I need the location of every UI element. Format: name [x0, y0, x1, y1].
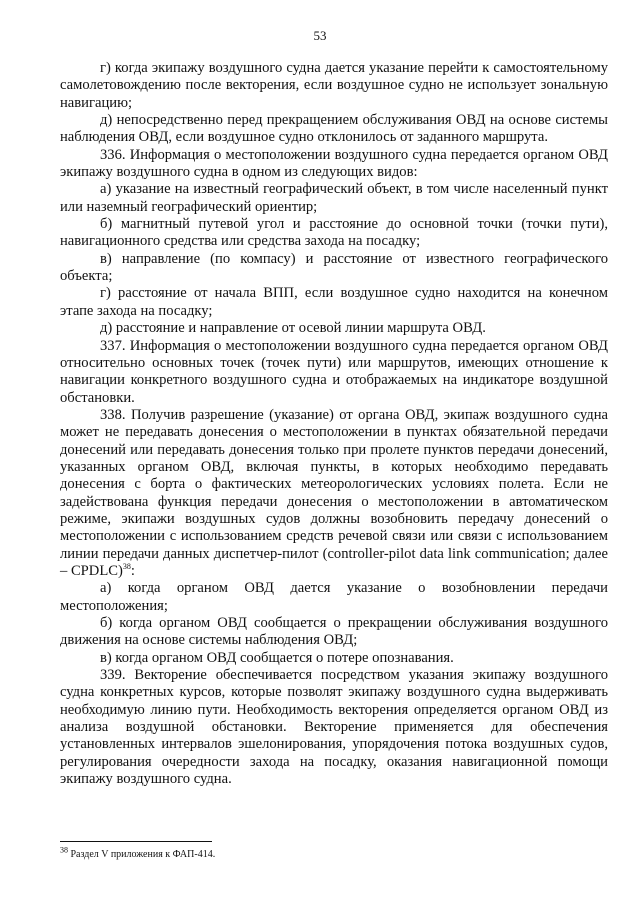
paragraph-335-d: д) непосредственно перед прекращением обслуживания ОВД на основе системы наблюдения ОВД, если воздушное судно отклонилось от заданного маршрута.: [60, 112, 608, 146]
document-body: [60, 60, 608, 788]
paragraph-338: [60, 407, 608, 580]
paragraph-338-b: б) когда органом ОВД сообщается о прекращении обслуживания воздушного движения на основе системы наблюдения ОВД;: [60, 615, 608, 649]
page-number: 53: [313, 28, 327, 43]
footnote-reference[interactable]: 38: [122, 562, 131, 572]
paragraph-338-a: а) когда органом ОВД дается указание о возобновлении передачи местоположения;: [60, 580, 608, 614]
footnote-text: Раздел V приложения к ФАП-414.: [70, 849, 216, 860]
footnote-marker: 38: [60, 845, 68, 855]
paragraph-338-colon: :: [130, 562, 135, 579]
paragraph-337: 337. Информация о местоположении воздушного судна передается органом ОВД относительно основных точек (точек пути) или маршрутов, имеющих отношение к навигации конкретного воздушного судна и отображаемых на индикаторе воздушной обстановки.: [60, 337, 608, 406]
paragraph-335-g: г) когда экипажу воздушного судна дается указание перейти к самостоятельному самолетовождению после векторения, если воздушное судно не использует зональную навигацию;: [60, 60, 608, 111]
paragraph-336: 336. Информация о местоположении воздушного судна передается органом ОВД экипажу воздушного судна в одном из следующих видов:: [60, 146, 608, 181]
footnote: [60, 845, 608, 861]
paragraph-338-v: в) когда органом ОВД сообщается о потере опознавания.: [100, 649, 454, 666]
paragraph-339: 339. Векторение обеспечивается посредством указания экипажу воздушного судна конкретных курсов, которые позволят экипажу воздушного судна выдерживать необходимую линию пути. Необходимость векторения определяется органом ОВД из анализа воздушной обстановки. Векторение применяется для обеспечения установленных интервалов эшелонирования, упорядочения потока воздушных судов, регулирования очередности захода на посадку, оказания навигационной помощи экипажу воздушного судна.: [60, 667, 608, 788]
paragraph-336-b: б) магнитный путевой угол и расстояние до основной точки (точки пути), навигационного средства или средства захода на посадку;: [60, 216, 608, 250]
footnote-separator: [60, 841, 212, 842]
paragraph-338-text: 338. Получив разрешение (указание) от органа ОВД, экипаж воздушного судна может не передавать донесения о местоположении в пунктах обязательной передачи донесений или передавать донесения только при пролете пунктов передачи донесений, указанных органом ОВД, включая пункты, в которых необходимо передавать донесения с борта о фактических метеорологических условиях полета. Если не задействована функция передачи донесения о местоположении в автоматическом режиме, экипажи воздушных судов должны возобновить передачу донесений о местоположении с использованием средств речевой связи или связи с использованием линии передачи данных диспетчер-пилот (controller-pilot data link communication; далее – CPDLC): [60, 406, 608, 579]
paragraph-336-a: а) указание на известный географический объект, в том числе населенный пункт или наземный географический ориентир;: [60, 181, 608, 215]
paragraph-336-g: г) расстояние от начала ВПП, если воздушное судно находится на конечном этапе захода на посадку;: [60, 285, 608, 319]
paragraph-336-d: д) расстояние и направление от осевой линии маршрута ОВД.: [100, 320, 486, 337]
paragraph-336-v: в) направление (по компасу) и расстояние от известного географического объекта;: [60, 250, 608, 285]
